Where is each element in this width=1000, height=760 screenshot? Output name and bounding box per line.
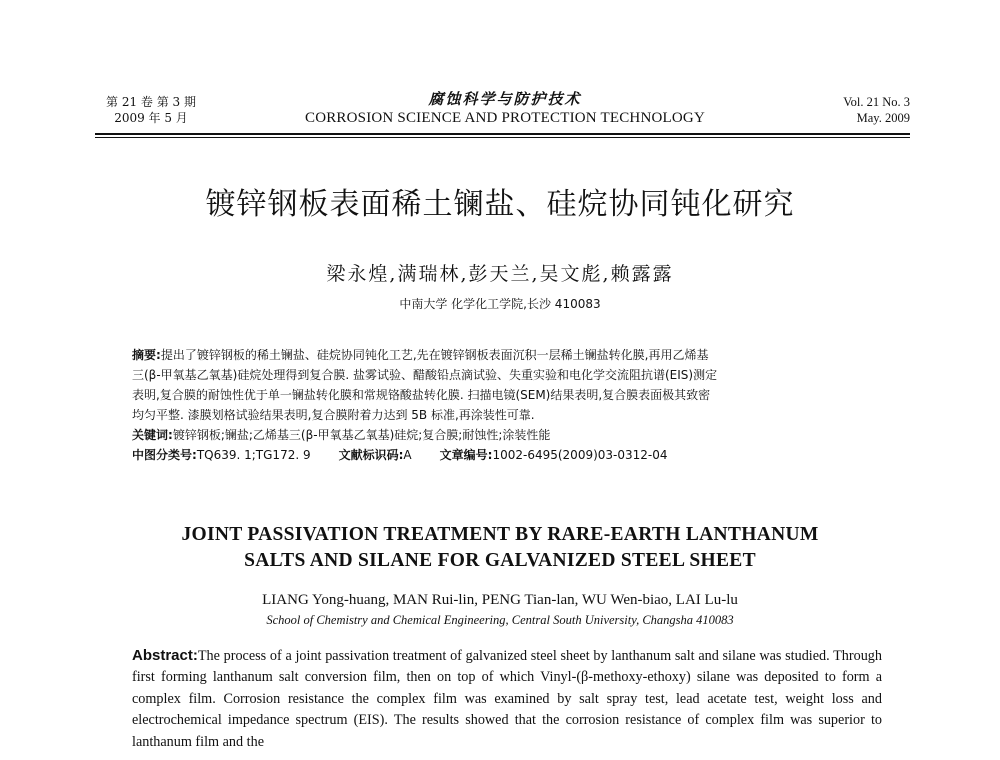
classification-line — [132, 445, 880, 465]
volume-issue-en: Vol. 21 No. 3 — [843, 95, 910, 109]
affiliation-en: School of Chemistry and Chemical Engineering, Central South University, Changsha 410083 — [266, 613, 734, 627]
abstract-cn-label: 摘要: — [132, 348, 161, 362]
paper-title-en-line1: JOINT PASSIVATION TREATMENT BY RARE-EARTH LANTHANUM — [181, 524, 819, 545]
authors-en: LIANG Yong-huang, MAN Rui-lin, PENG Tian-lan, WU Wen-biao, LAI Lu-lu — [262, 592, 738, 608]
paper-title-en — [100, 522, 900, 574]
abstract-cn-line — [132, 345, 880, 365]
abstract-cn-line: 均匀平整. 漆膜划格试验结果表明,复合膜附着力达到 5B 标准,再涂装性可靠. — [132, 408, 535, 422]
doc-code-value: A — [403, 448, 412, 462]
abstract-cn-line: 三(β-甲氧基乙氧基)硅烷处理得到复合膜. 盐雾试验、醋酸铅点滴试验、失重实验和电化学交流阻抗谱(EIS)测定 — [132, 368, 718, 382]
header-rule-thin — [95, 137, 910, 138]
issue-info — [95, 94, 207, 126]
abstract-cn-line: 表明,复合膜的耐蚀性优于单一镧盐转化膜和常规铬酸盐转化膜. 扫描电镜(SEM)结果表明,复合膜表面极其致密 — [132, 388, 711, 402]
clc-label: 中图分类号: — [132, 448, 197, 462]
abstract-en-block — [132, 645, 882, 753]
keywords-cn-text: 镀锌钢板;镧盐;乙烯基三(β-甲氧基乙氧基)硅烷;复合膜;耐蚀性;涂装性能 — [172, 428, 551, 442]
journal-title-cn: 腐蚀科学与防护技术 — [428, 90, 582, 108]
abstract-cn-text: 提出了镀锌钢板的稀土镧盐、硅烷协同钝化工艺,先在镀锌钢板表面沉积一层稀土镧盐转化膜,再用乙烯基 — [160, 348, 709, 362]
article-number-label: 文章编号: — [439, 448, 493, 462]
keywords-cn-label: 关键词: — [132, 428, 173, 442]
article-number-value: 1002-6495(2009)03-0312-04 — [492, 448, 668, 462]
abstract-en-label: Abstract: — [132, 647, 198, 664]
header-rule-thick — [95, 133, 910, 135]
abstract-en-text: The process of a joint passivation treatment of galvanized steel sheet by lanthanum salt and silane was studied. Through first forming lanthanum salt conversion film, then on top of which Vinyl-(β-methoxy-ethoxy) silane was deposited to form a complex film. Corrosion resistance the complex film was examined by salt spray test, lead acetate test, weight loss and electrochemical impedance spectrum (EIS). The results showed that the corrosion resistance of complex film was superior to lanthanum film and the — [132, 648, 882, 750]
date-en: May. 2009 — [856, 111, 910, 125]
volume-issue-cn: 第 21 卷 第 3 期 — [106, 95, 196, 109]
volume-info — [822, 94, 910, 126]
paper-title-cn: 镀锌钢板表面稀土镧盐、硅烷协同钝化研究 — [205, 187, 795, 222]
doc-code-label: 文献标识码: — [338, 448, 404, 462]
authors-cn: 梁永煌,满瑞林,彭天兰,吴文彪,赖露露 — [326, 263, 674, 285]
clc-value: TQ639. 1;TG172. 9 — [196, 448, 311, 462]
abstract-cn-block — [132, 345, 880, 465]
journal-title-en: CORROSION SCIENCE AND PROTECTION TECHNOLOGY — [304, 110, 705, 126]
date-cn: 2009 年 5 月 — [114, 111, 188, 125]
paper-title-en-line2: SALTS AND SILANE FOR GALVANIZED STEEL SHEET — [244, 550, 756, 571]
journal-title — [245, 90, 765, 127]
affiliation-cn: 中南大学 化学化工学院,长沙 410083 — [399, 297, 601, 311]
keywords-cn — [132, 425, 880, 445]
